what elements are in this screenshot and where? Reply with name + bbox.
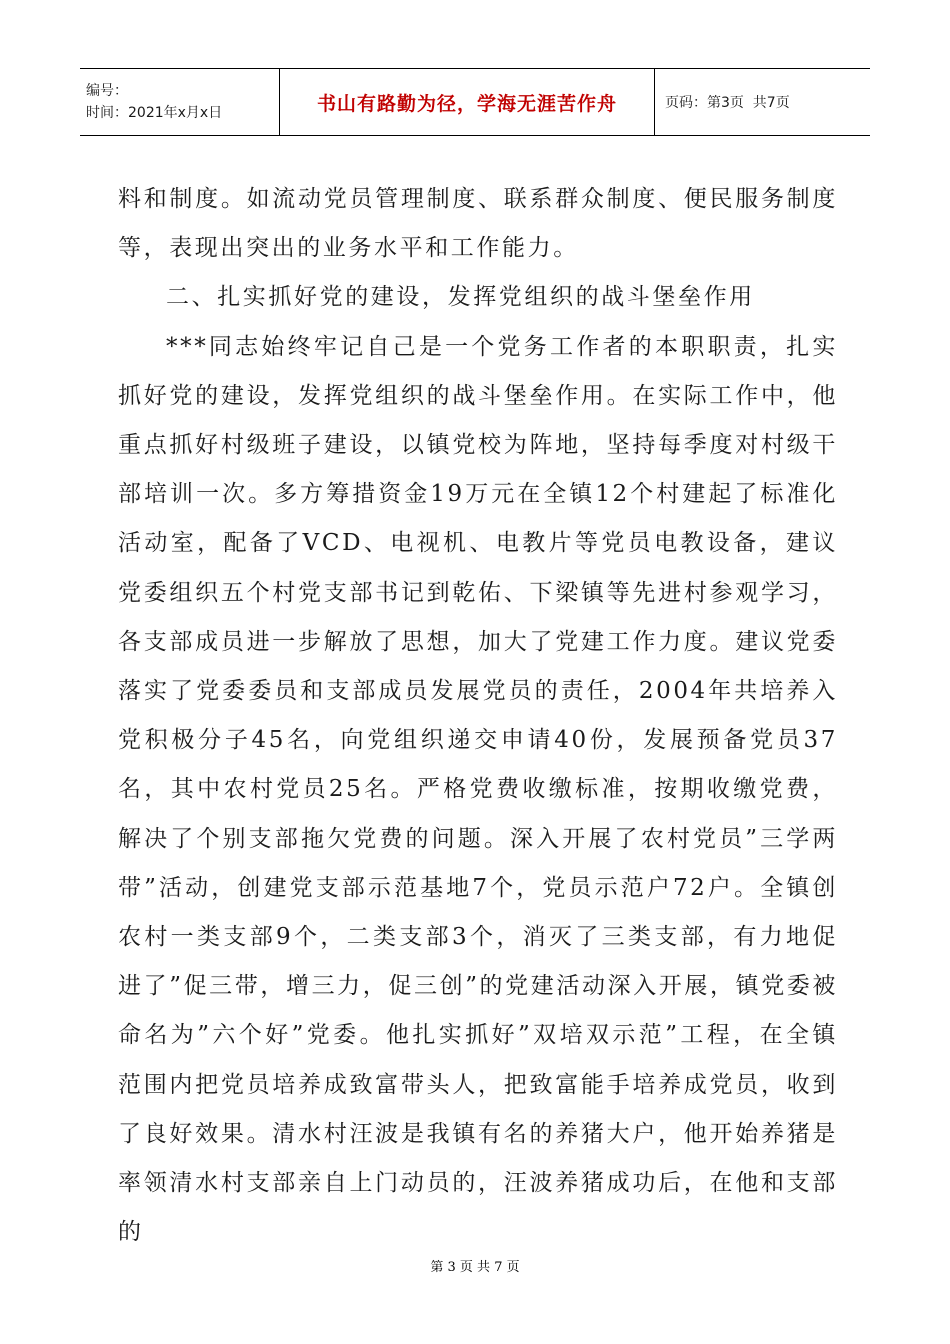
number-label: 编号： [86, 83, 128, 99]
time-row [86, 102, 279, 124]
number-row [86, 80, 279, 102]
body-paragraph: ***同志始终牢记自己是一个党务工作者的本职职责，扎实抓好党的建设，发挥党组织的战斗堡垒作用。在实际工作中，他重点抓好村级班子建设，以镇党校为阵地，坚持每季度对村级干部培训一次。多方筹措资金19万元在全镇12个村建起了标准化活动室，配备了VCD、电视机、电教片等党员电教设备，建议党委组织五个村党支部书记到乾佑、下梁镇等先进村参观学习，各支部成员进一步解放了思想，加大了党建工作力度。建议党委落实了党委委员和支部成员发展党员的责任，2004年共培养入党积极分子45名，向党组织递交申请40份，发展预备党员37名，其中农村党员25名。严格党费收缴标准，按期收缴党费，解决了个别支部拖欠党费的问题。深入开展了农村党员”三学两带”活动，创建党支部示范基地7个，党员示范户72户。全镇创农村一类支部9个，二类支部3个，消灭了三类支部，有力地促进了”促三带，增三力，促三创”的党建活动深入开展，镇党委被命名为”六个好”党委。他扎实抓好”双培双示范”工程，在全镇范围内把党员培养成致富带头人，把致富能手培养成党员，收到了良好效果。清水村汪波是我镇有名的养猪大户，他开始养猪是率领清水村支部亲自上门动员的，汪波养猪成功后，在他和支部的 [118, 333, 838, 1246]
section-heading: 二、扎实抓好党的建设，发挥党组织的战斗堡垒作用 [166, 284, 755, 311]
page-footer [0, 1256, 950, 1275]
document-body [118, 175, 838, 1257]
time-label: 时间： [86, 105, 128, 121]
header-page-cell [655, 69, 870, 135]
body-paragraph: 料和制度。如流动党员管理制度、联系群众制度、便民服务制度等，表现出突出的业务水平和工作能力。 [118, 186, 838, 262]
header-meta [80, 69, 280, 135]
document-header [80, 68, 870, 136]
header-page-info: 页码：第3页 共7页 [665, 95, 790, 111]
time-value: 2021年x月x日 [128, 105, 223, 121]
header-motto: 书山有路勤为径，学海无涯苦作舟 [316, 92, 617, 115]
footer-page-number: 第 3 页 共 7 页 [430, 1260, 520, 1275]
header-motto-cell [280, 69, 655, 135]
